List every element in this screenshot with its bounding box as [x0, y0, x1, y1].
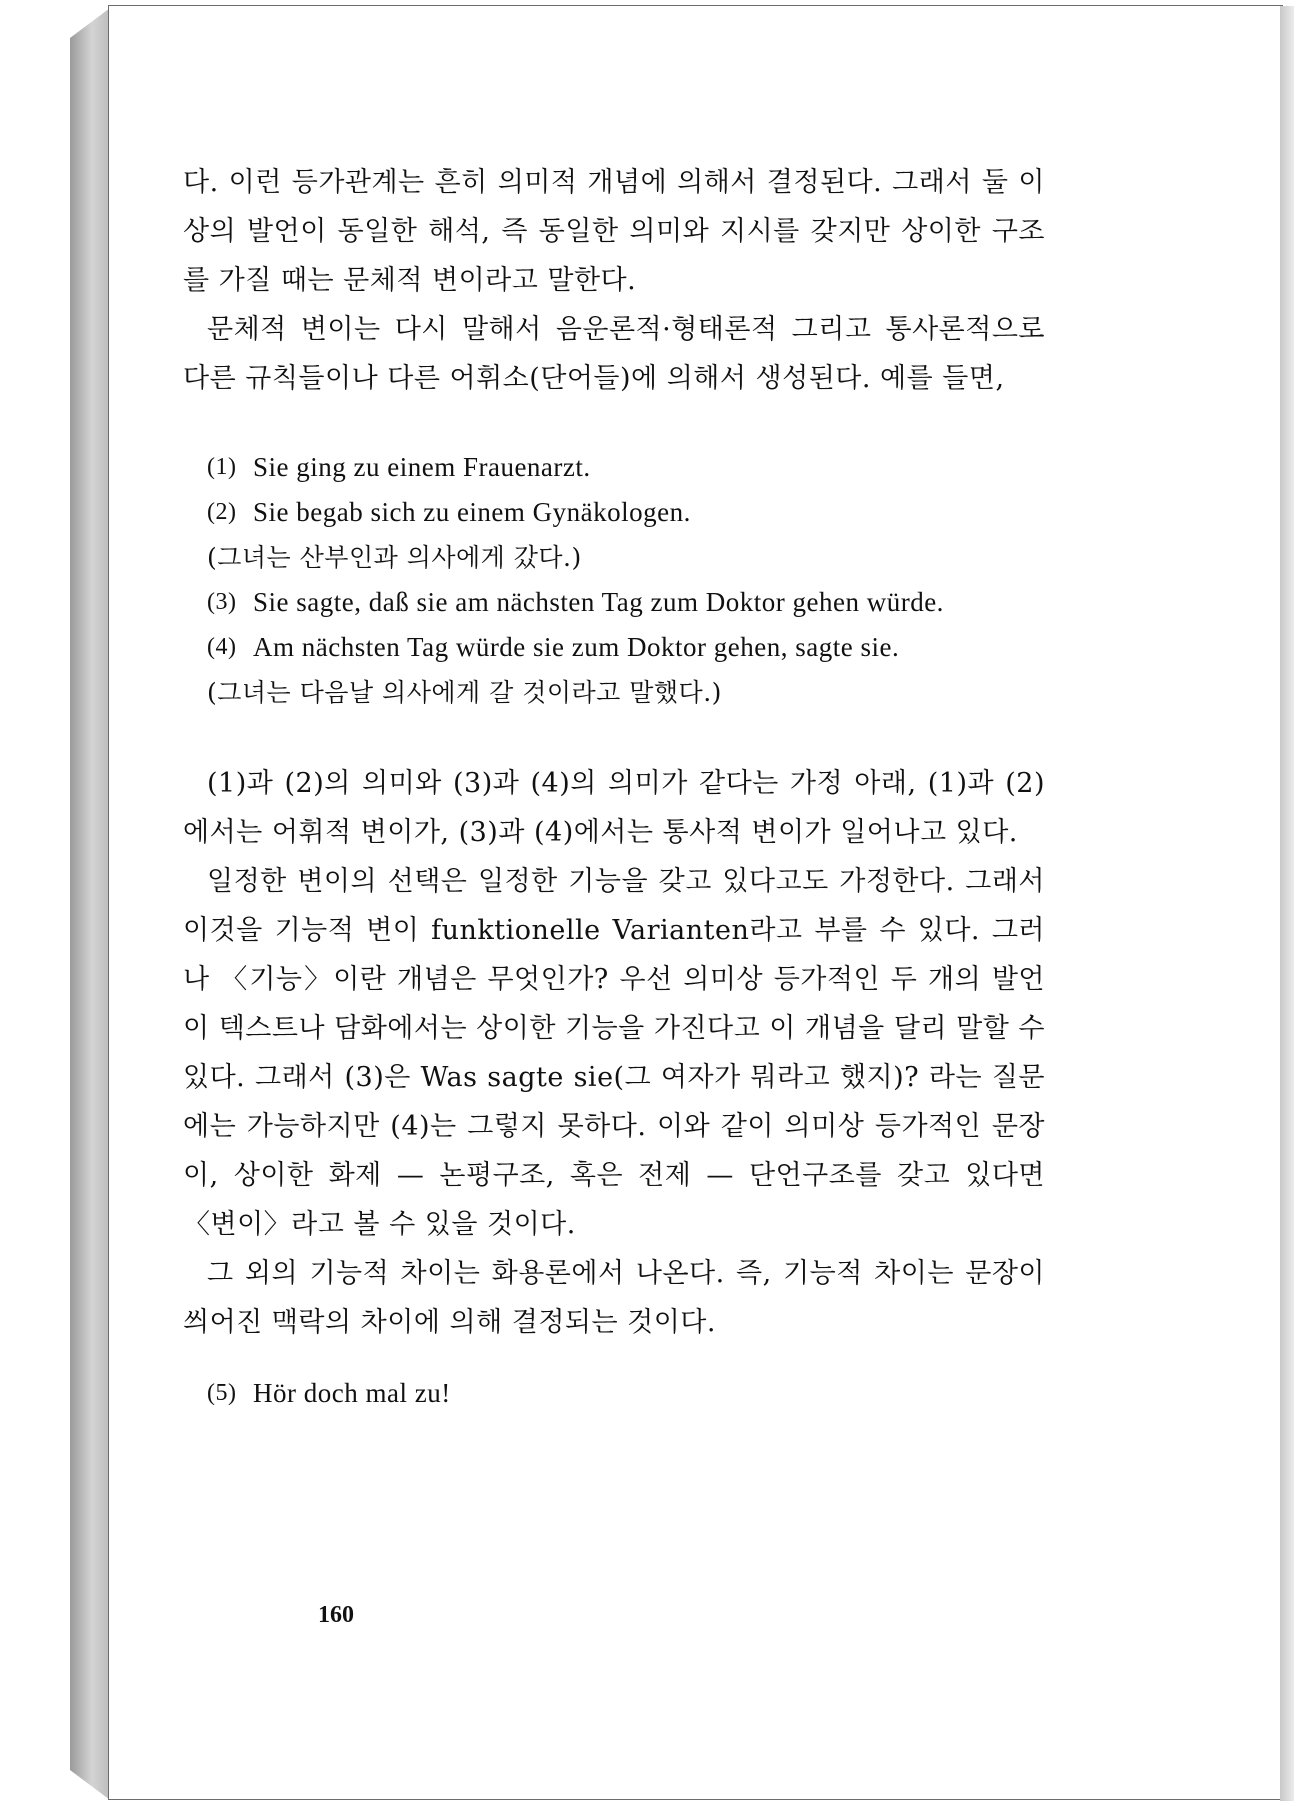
example-4 [183, 625, 1045, 670]
example-text: Sie begab sich zu einem Gynäkologen. [253, 497, 691, 527]
example-3 [183, 580, 1045, 625]
example-gloss-3-4: (그녀는 다음날 의사에게 갈 것이라고 말했다.) [207, 678, 722, 707]
example-text: Am nächsten Tag würde sie zum Doktor gehen, sagte sie. [253, 632, 900, 662]
page-number: 160 [318, 1602, 354, 1628]
example-text: Sie ging zu einem Frauenarzt. [253, 452, 591, 482]
example-number: (5) [207, 1380, 237, 1406]
example-number: (2) [207, 499, 237, 525]
paragraph-5: 그 외의 기능적 차이는 화용론에서 나온다. 즉, 기능적 차이는 문장이 씌어진 맥락의 차이에 의해 결정되는 것이다. [183, 1258, 1045, 1338]
example-list [183, 445, 1045, 715]
example-5 [183, 1369, 1045, 1418]
example-2 [183, 490, 1045, 535]
paragraph-4: 일정한 변이의 선택은 일정한 기능을 갖고 있다고도 가정한다. 그래서 이것을 기능적 변이 funktionelle Varianten라고 부를 수 있다. 그러나 〈기능〉이란 개념은 무엇인가? 우선 의미상 등가적인 두 개의 발언이 텍스트나 담화에서는 상이한 기능을 가진다고 이 개념을 달리 말할 수 있다. 그래서 (3)은 Was sagte sie(그 여자가 뭐라고 했지)? 라는 질문에는 가능하지만 (4)는 그렇지 못하다. 이와 같이 의미상 등가적인 문장이, 상이한 화제 — 논평구조, 혹은 전제 — 단언구조를 갖고 있다면 〈변이〉라고 볼 수 있을 것이다. [183, 866, 1045, 1240]
example-gloss-1-2: (그녀는 산부인과 의사에게 갔다.) [207, 543, 582, 572]
page-body [183, 158, 1045, 1418]
example-text: Sie sagte, daß sie am nächsten Tag zum Doktor gehen würde. [253, 587, 944, 617]
paragraph-3: (1)과 (2)의 의미와 (3)과 (4)의 의미가 같다는 가정 아래, (1)과 (2)에서는 어휘적 변이가, (3)과 (4)에서는 통사적 변이가 일어나고 있다. [183, 768, 1045, 848]
paragraph-1: 다. 이런 등가관계는 흔히 의미적 개념에 의해서 결정된다. 그래서 둘 이상의 발언이 동일한 해석, 즉 동일한 의미와 지시를 갖지만 상이한 구조를 가질 때는 문체적 변이라고 말한다. [183, 167, 1045, 296]
example-1 [183, 445, 1045, 490]
example-number: (4) [207, 634, 237, 660]
example-text: Hör doch mal zu! [253, 1378, 451, 1408]
page-edge-shadow [1280, 6, 1294, 1801]
example-number: (1) [207, 454, 237, 480]
example-number: (3) [207, 589, 237, 615]
book-spine [70, 8, 110, 1800]
paragraph-2: 문체적 변이는 다시 말해서 음운론적·형태론적 그리고 통사론적으로 다른 규칙들이나 다른 어휘소(단어들)에 의해서 생성된다. 예를 들면, [183, 314, 1045, 394]
